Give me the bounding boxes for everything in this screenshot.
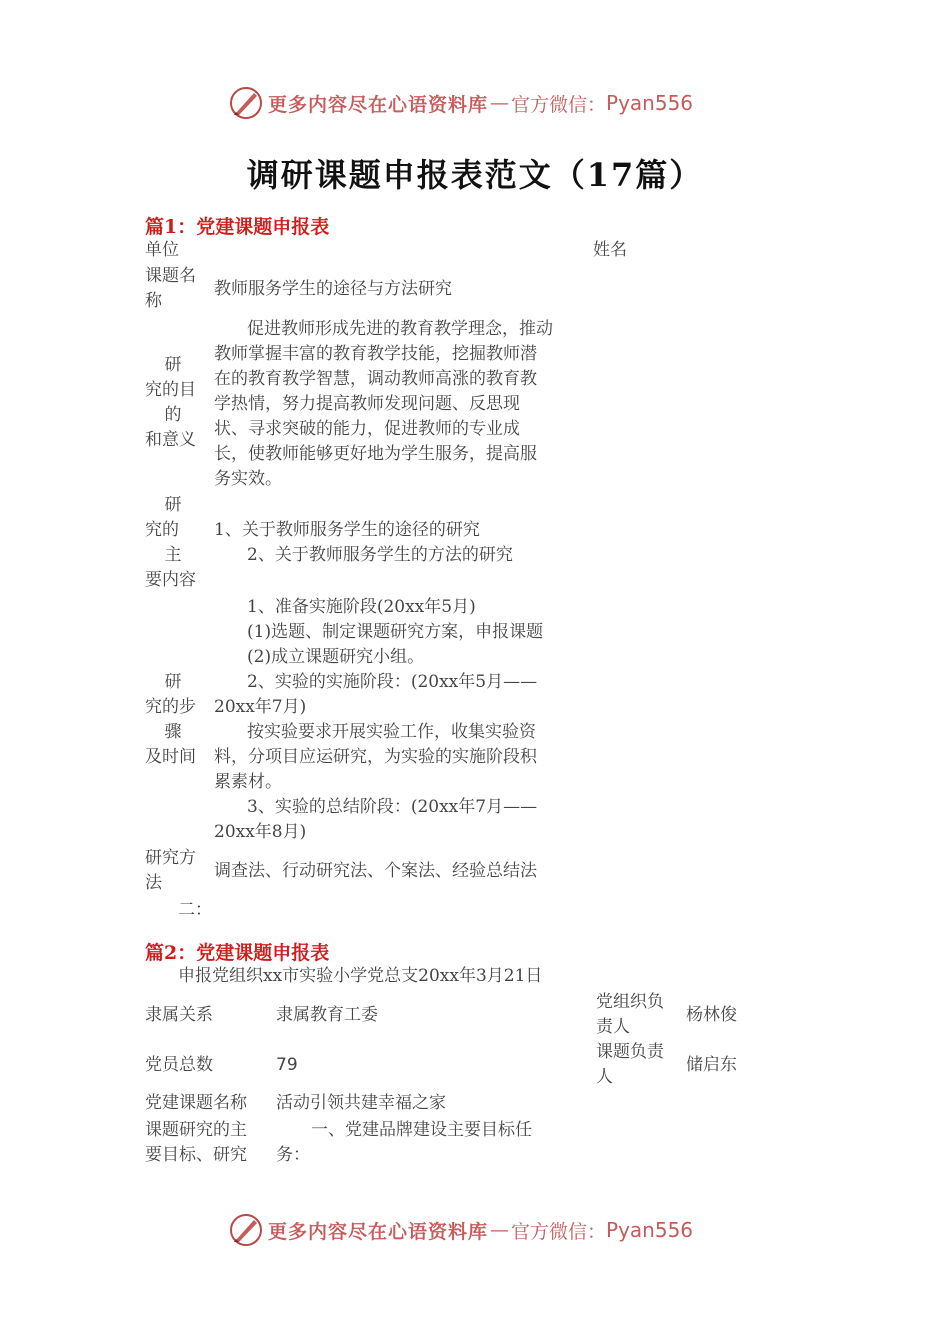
content-line: 1、关于教师服务学生的途径的研究: [214, 520, 480, 540]
watermark-site-text: 更多内容尽在心语资料库: [268, 93, 489, 116]
purpose-line: 在的教育教学智慧，调动教师高涨的教育教: [214, 369, 537, 389]
purpose-label-2: 究的目: [145, 380, 196, 400]
steps-line: 20xx年7月): [214, 697, 307, 717]
row-value: 隶属教育工委: [276, 1005, 378, 1025]
topic2-value: 活动引领共建幸福之家: [276, 1093, 446, 1113]
steps-label-4: 及时间: [145, 747, 196, 767]
unit-label: 单位: [145, 240, 179, 260]
steps-label-2: 究的步: [145, 697, 196, 717]
steps-line: (1)选题、制定课题研究方案，申报课题: [247, 622, 544, 642]
goal-value-line1: 一、党建品牌建设主要目标任: [311, 1120, 532, 1140]
steps-line: 3、实验的总结阶段：(20xx年7月——: [247, 797, 538, 817]
topic-value: 教师服务学生的途径与方法研究: [214, 279, 452, 299]
steps-line: 累素材。: [214, 772, 282, 792]
purpose-line: 务实效。: [214, 469, 282, 489]
purpose-label-1: 研: [164, 355, 182, 375]
purpose-line: 学热情，努力提高教师发现问题、反思现: [214, 394, 520, 414]
watermark-dash: —: [490, 1219, 510, 1241]
row-label2-line2: 责人: [596, 1017, 630, 1037]
topic-label-line2: 称: [145, 291, 162, 311]
steps-line: 2、实验的实施阶段：(20xx年5月——: [247, 672, 538, 692]
watermark-label: 官方微信：: [511, 93, 607, 116]
content-label-4: 要内容: [145, 570, 196, 590]
purpose-line: 状、寻求突破的能力，促进教师的专业成: [214, 419, 520, 439]
method-label-line1: 研究方: [145, 848, 196, 868]
topic-label-line1: 课题名: [145, 266, 196, 286]
content-label-3: 主: [164, 545, 182, 565]
goal-label-line2: 要目标、研究: [145, 1145, 247, 1165]
purpose-line: 教师掌握丰富的教育教学技能，挖掘教师潜: [214, 344, 537, 364]
content-label-1: 研: [164, 495, 182, 515]
topic2-label: 党建课题名称: [145, 1093, 247, 1113]
row-value2: 杨林俊: [686, 1005, 737, 1025]
name-label: 姓名: [593, 240, 627, 260]
row-value2: 储启东: [686, 1055, 737, 1075]
row-label2-line1: 课题负责: [596, 1042, 664, 1062]
method-value: 调查法、行动研究法、个案法、经验总结法: [214, 861, 537, 881]
purpose-line: 促进教师形成先进的教育教学理念，推动: [247, 319, 553, 339]
purpose-label-4: 和意义: [145, 430, 196, 450]
section2-intro: 申报党组织xx市实验小学党总支20xx年3月21日: [178, 966, 543, 986]
steps-line: 1、准备实施阶段(20xx年5月): [247, 597, 476, 617]
steps-line: (2)成立课题研究小组。: [247, 647, 425, 667]
watermark-id: Pyan556: [606, 1218, 694, 1242]
top-watermark-banner: [228, 83, 693, 123]
pen-logo-icon: [228, 1212, 264, 1248]
steps-line: 按实验要求开展实验工作，收集实验资: [247, 722, 536, 742]
steps-line: 料，分项目应运研究，为实验的实施阶段积: [214, 747, 537, 767]
watermark-site-text: 更多内容尽在心语资料库: [268, 1220, 489, 1243]
section1-tail: 二：: [178, 900, 212, 920]
purpose-label-3: 的: [164, 405, 182, 425]
goal-value-line2: 务：: [276, 1145, 310, 1165]
method-label-line2: 法: [145, 873, 162, 893]
row-value: 79: [276, 1055, 298, 1075]
goal-label-line1: 课题研究的主: [145, 1120, 247, 1140]
bottom-watermark-banner: [228, 1210, 693, 1250]
content-label-2: 究的: [145, 520, 179, 540]
purpose-line: 长，使教师能够更好地为学生服务，提高服: [214, 444, 537, 464]
steps-label-3: 骤: [164, 722, 182, 742]
watermark-label: 官方微信：: [511, 1220, 607, 1243]
row-label: 党员总数: [145, 1055, 213, 1075]
watermark-id: Pyan556: [606, 91, 694, 115]
row-label2-line2: 人: [596, 1067, 613, 1087]
row-label2-line1: 党组织负: [596, 992, 664, 1012]
watermark-dash: —: [490, 92, 510, 114]
pen-logo-icon: [228, 85, 264, 121]
section1-heading: 篇1：党建课题申报表: [145, 216, 330, 238]
steps-line: 20xx年8月): [214, 822, 307, 842]
section2-heading: 篇2：党建课题申报表: [145, 942, 330, 964]
row-label: 隶属关系: [145, 1005, 213, 1025]
steps-label-1: 研: [164, 672, 182, 692]
document-title: 调研课题申报表范文（17篇）: [246, 156, 704, 194]
content-line: 2、关于教师服务学生的方法的研究: [247, 545, 513, 565]
